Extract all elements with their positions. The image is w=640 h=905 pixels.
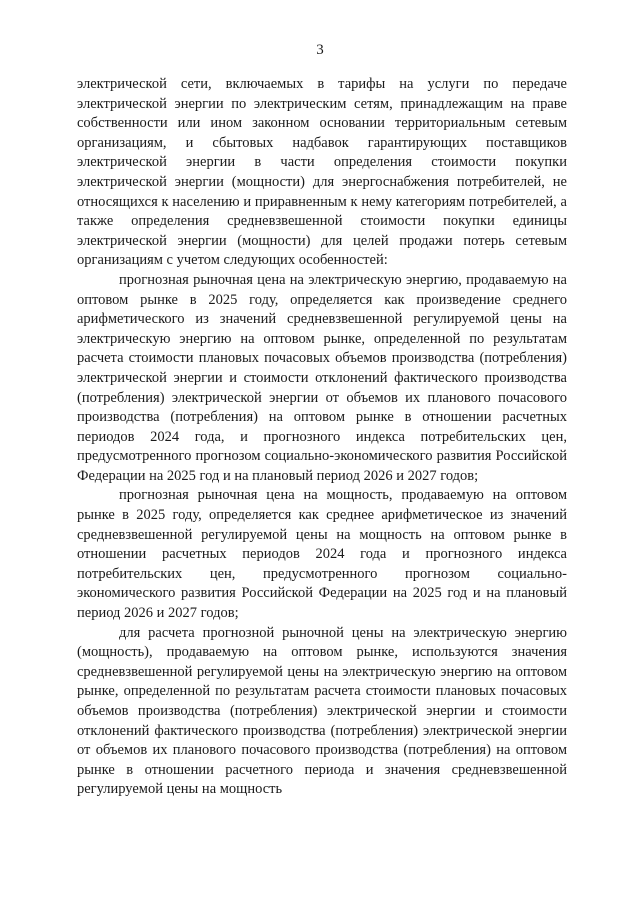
paragraph-calculation-values: для расчета прогнозной рыночной цены на электрическую энергию (мощность), продаваемую на оптовом рынке, используются значения средневзвешенной регулируемой цены на электрическую энергию на оптовом рынке, определенной по результатам расчета стоимости плановых почасовых объемов производства (потребления) электрической энергии и стоимости отклонений фактического производства (потребления) электрической энергии от объемов их планового почасового производства (потребления) на оптовом рынке в отношении расчетного периода и значения средневзвешенной регулируемой цены на мощность xyxy=(77,624,567,798)
document-body xyxy=(77,75,567,800)
paragraph-capacity-price: прогнозная рыночная цена на мощность, продаваемую на оптовом рынке в 2025 году, определяется как среднее арифметическое из значений средневзвешенной регулируемой цены на мощность на оптовом рынке в отношении расчетных периодов 2024 года и прогнозного индекса потребительских цен, предусмотренного прогнозом социально-экономического развития Российской Федерации на 2025 год и на плановый период 2026 и 2027 годов; xyxy=(77,487,567,622)
paragraph-continuation: электрической сети, включаемых в тарифы на услуги по передаче электрической энергии по электрическим сетям, принадлежащим на праве собственности или ином законном основании территориальным сетевым организациям, и сбытовых надбавок гарантирующих поставщиков электрической энергии в части определения стоимости покупки электрической энергии (мощности) для энергоснабжения потребителей, не относящихся к населению и приравненным к нему категориям потребителей, а также определения средневзвешенной стоимости покупки единицы электрической энергии (мощности) для целей продажи потерь сетевым организациям с учетом следующих особенностей: xyxy=(77,76,567,269)
paragraph-energy-price: прогнозная рыночная цена на электрическую энергию, продаваемую на оптовом рынке в 2025 году, определяется как произведение среднего арифметического из значений средневзвешенной регулируемой цены на электрическую энергию на оптовом рынке, определенной по результатам расчета стоимости плановых почасовых объемов производства (потребления) электрической энергии и стоимости отклонений фактического производства (потребления) электрической энергии от объемов их планового почасового производства (потребления) на оптовом рынке в отношении расчетных периодов 2024 года, и прогнозного индекса потребительских цен, предусмотренного прогнозом социально-экономического развития Российской Федерации на 2025 год и на плановый период 2026 и 2027 годов; xyxy=(77,271,567,484)
page-number: 3 xyxy=(316,42,324,58)
